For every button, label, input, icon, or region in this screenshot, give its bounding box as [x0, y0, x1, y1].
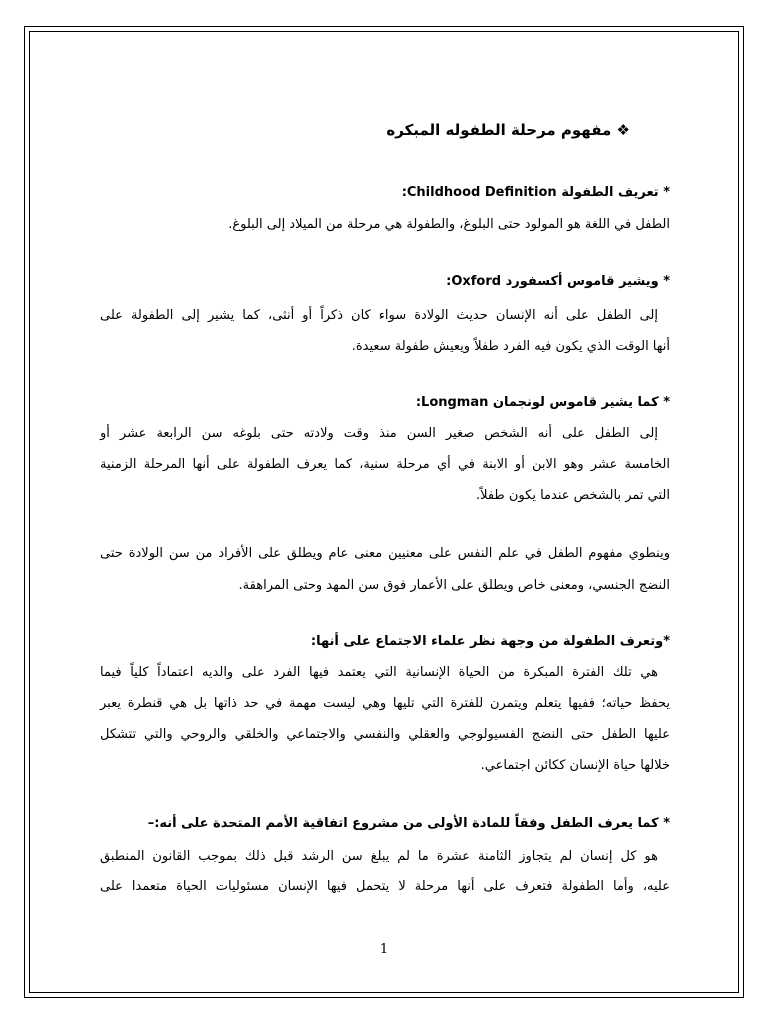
sociology-body-line: يحفظ حياته؛ ففيها يتعلم ويتمرن للفترة التي تليها وهي ليست مهمة في حد ذاتها بل هي قنطرة يعبر	[100, 696, 670, 711]
longman-heading: * كما يشير قاموس لونجمان Longman:	[415, 395, 670, 410]
longman-body-line: الخامسة عشر وهو الابن أو الابنة في أي مرحلة سنية، كما يعرف الطفولة على أنها المرحلة الزمنية	[100, 457, 670, 472]
page-number: 1	[379, 942, 389, 957]
diamond-bullet-icon: ❖	[616, 121, 630, 139]
definition-heading: * تعريف الطفولة Childhood Definition:	[401, 185, 670, 200]
sociology-body-line: خلالها حياة الإنسان ككائن اجتماعي.	[480, 758, 670, 773]
oxford-body-line: إلى الطفل على أنه الإنسان حديث الولادة سواء كان ذكراً أو أنثى، كما يشير إلى الطفولة على	[100, 308, 658, 323]
page-title-text: مفهوم مرحلة الطفوله المبكره	[386, 121, 612, 139]
un-body-line: عليه، وأما الطفولة فتعرف على أنها مرحلة لا يتحمل فيها الإنسان مسئوليات الحياة متعمدا على	[100, 879, 670, 894]
sociology-body-line: عليها الطفل حتى النضج الفسيولوجي والعقلي والنفسي والاجتماعي والخلقي والروحي والتي تتشكل	[100, 727, 670, 742]
sociology-heading: *وتعرف الطفولة من وجهة نظر علماء الاجتماع على أنها:	[310, 634, 670, 649]
psychology-body-line: النضج الجنسي، ومعنى خاص ويطلق على الأعمار فوق سن المهد وحتى المراهقة.	[238, 578, 670, 593]
page-title	[386, 120, 630, 140]
definition-body: الطفل في اللغة هو المولود حتى البلوغ، والطفولة هي مرحلة من الميلاد إلى البلوغ.	[228, 217, 670, 232]
oxford-heading: * ويشير قاموس أكسفورد Oxford:	[446, 274, 670, 289]
oxford-body-line: أنها الوقت الذي يكون فيه الفرد طفلاً ويعيش طفولة سعيدة.	[351, 339, 670, 354]
un-body-line: هو كل إنسان لم يتجاوز الثامنة عشرة ما لم يبلغ سن الرشد قبل ذلك بموجب القانون المنطبق	[100, 849, 658, 864]
longman-body-line: التي تمر بالشخص عندما يكون طفلاً.	[475, 488, 670, 503]
longman-body-line: إلى الطفل على أنه الشخص صغير السن منذ وقت ولادته حتى بلوغه سن الرابعة عشر أو	[100, 426, 658, 441]
sociology-body-line: هي تلك الفترة المبكرة من الحياة الإنسانية التي يعتمد فيها الفرد على والديه اعتماداً كلياً فيما	[100, 665, 658, 680]
un-heading: * كما يعرف الطفل وفقاً للمادة الأولى من مشروع اتفاقية الأمم المتحدة على أنه:–	[147, 816, 670, 831]
psychology-body-line: وينطوي مفهوم الطفل في علم النفس على معنيين معنى عام ويطلق على الأفراد من سن الولادة حتى	[100, 546, 670, 561]
